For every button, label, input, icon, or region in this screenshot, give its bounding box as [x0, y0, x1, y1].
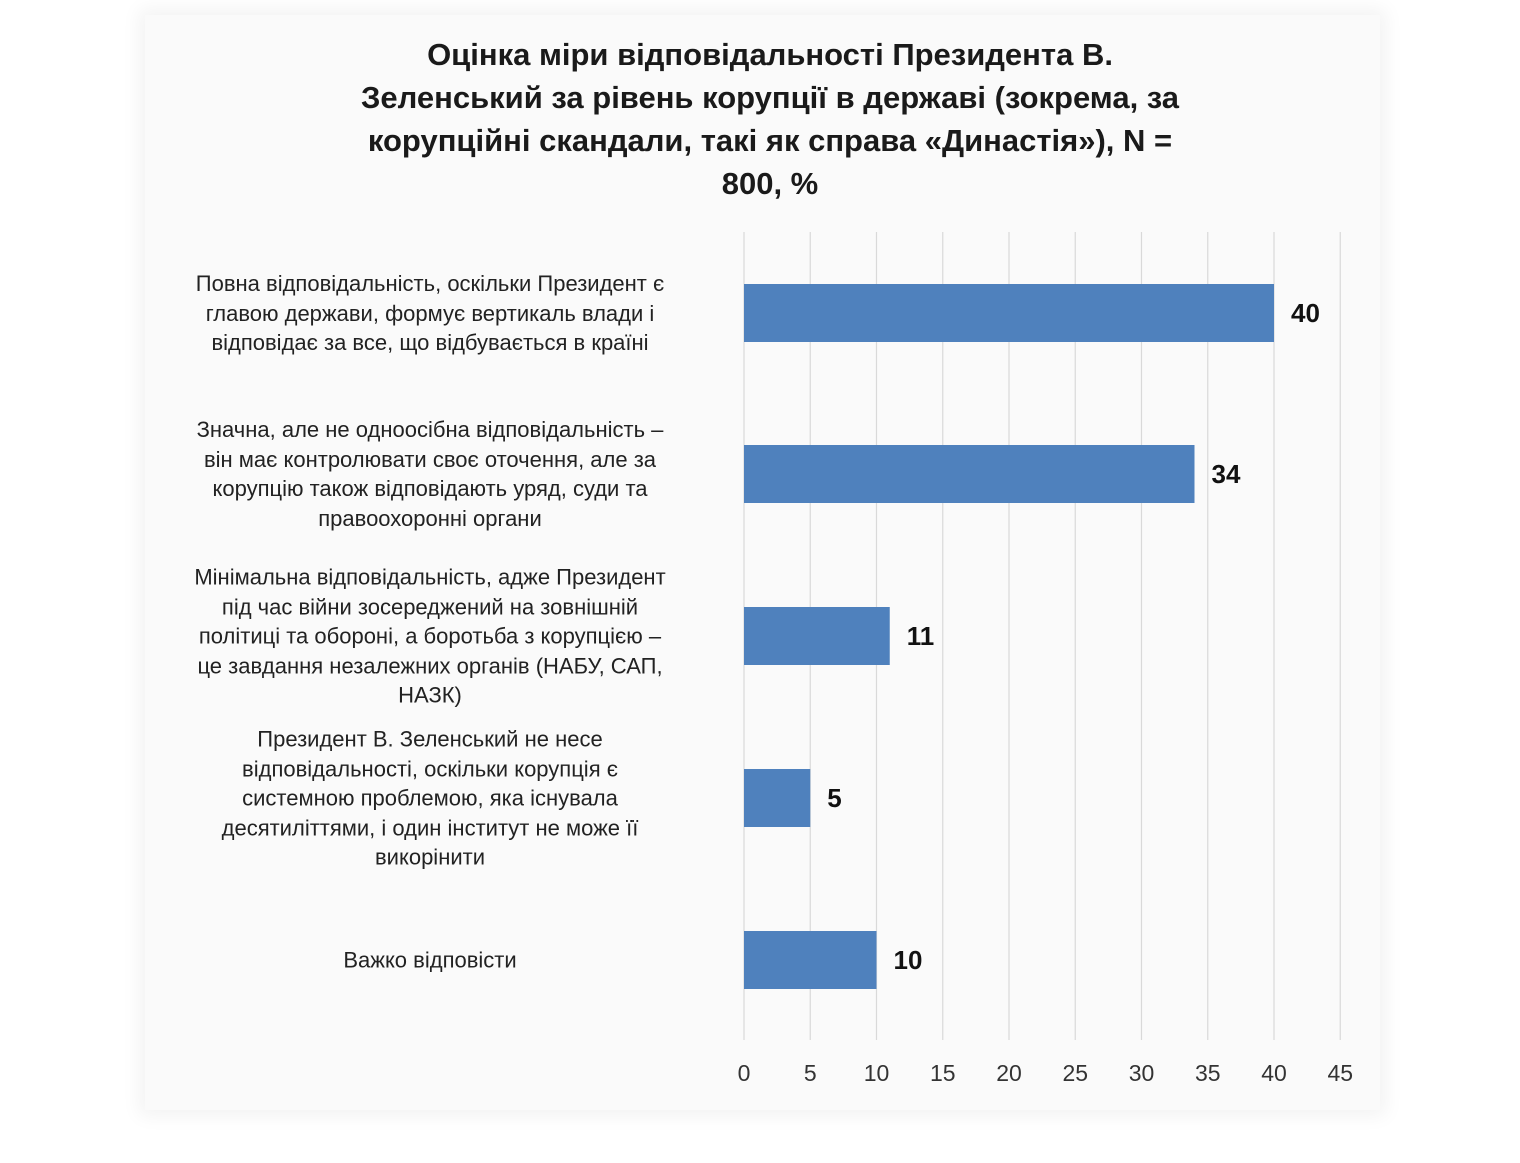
bar: [744, 284, 1274, 342]
category-label-line: Мінімальна відповідальність, адже Президент: [194, 564, 666, 590]
category-label-line: правоохоронні органи: [318, 505, 542, 531]
x-tick-label: 15: [929, 1060, 956, 1086]
category-label-line: Важко відповісти: [343, 947, 517, 973]
x-tick-label: 40: [1261, 1060, 1287, 1086]
value-label: 40: [1291, 298, 1320, 328]
value-label: 11: [906, 621, 935, 651]
category-label-line: це завдання незалежних органів (НАБУ, САП,: [197, 652, 663, 678]
category-label-line: Значна, але не одноосібна відповідальність –: [196, 417, 664, 442]
x-tick-label: 35: [1194, 1060, 1221, 1086]
category-label-line: відповідальності, оскільки корупція є: [242, 755, 618, 781]
x-tick-label: 30: [1128, 1060, 1155, 1086]
category-label-line: під час війни зосереджений на зовнішній: [221, 593, 639, 619]
x-tick-label: 5: [803, 1060, 817, 1086]
value-label: 34: [1211, 459, 1241, 489]
x-tick-label: 25: [1062, 1060, 1089, 1086]
category-label-line: НАЗК): [398, 682, 462, 708]
x-tick-label: 0: [737, 1060, 751, 1086]
bar: [744, 769, 810, 827]
bar: [744, 607, 890, 665]
chart-title-line: Оцінка міри відповідальності Президента В.: [427, 37, 1113, 72]
chart-title-line: Зеленський за рівень корупції в державі (зокрема, за: [360, 80, 1180, 115]
x-tick-label: 20: [996, 1060, 1022, 1086]
value-label: 5: [827, 783, 842, 813]
category-label-line: він має контролювати своє оточення, але за: [203, 446, 657, 472]
category-label-line: політиці та обороні, а боротьба з корупцією –: [198, 623, 662, 649]
value-label: 10: [893, 945, 923, 975]
chart-title-line: 800, %: [721, 166, 819, 201]
chart-title-line: корупційні скандали, такі як справа «Династія»), N =: [367, 123, 1173, 158]
x-tick-label: 10: [863, 1060, 890, 1086]
category-label-line: Повна відповідальність, оскільки Президент є: [195, 270, 665, 296]
category-label-line: главою держави, формує вертикаль влади і: [205, 300, 655, 326]
category-label-line: системною проблемою, яка існувала: [242, 785, 618, 811]
x-tick-label: 45: [1327, 1060, 1354, 1086]
category-label-line: Президент В. Зеленський не несе: [257, 726, 603, 752]
bar: [744, 931, 877, 989]
category-label-line: відповідає за все, що відбувається в країні: [211, 329, 649, 355]
category-label-line: корупцію також відповідають уряд, суди та: [212, 476, 648, 501]
category-label-line: викорінити: [374, 844, 485, 870]
category-label-line: десятиліттями, і один інститут не може її: [221, 814, 639, 840]
bar: [744, 445, 1195, 503]
